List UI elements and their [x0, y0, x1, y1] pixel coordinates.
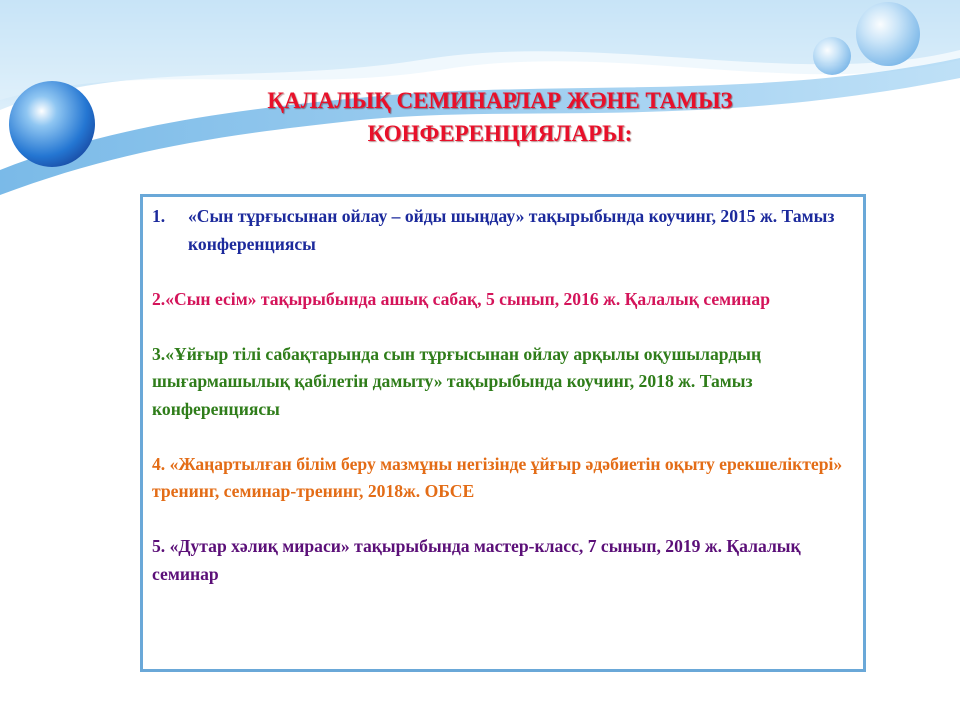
list-item-1-text: «Сын тұрғысынан ойлау – ойды шыңдау» тақырыбында коучинг, 2015 ж. Тамыз конференциясы — [188, 206, 835, 254]
list-item-1-number: 1. — [152, 206, 166, 226]
title-line-2: КОНФЕРЕНЦИЯЛАРЫ: — [367, 121, 633, 146]
slide-title — [160, 84, 840, 150]
list-item-2: 2.«Сын есім» тақырыбында ашық сабақ, 5 сынып, 2016 ж. Қалалық семинар — [152, 288, 770, 309]
list-item-5: 5. «Дутар хәлиқ мираси» тақырыбында мастер-класс, 7 сынып, 2019 ж. Қалалық семинар — [152, 536, 801, 584]
content-box — [140, 194, 866, 672]
list-item-3: 3.«Ұйғыр тілі сабақтарында сын тұрғысынан ойлау арқылы оқушылардың шығармашылық қабілетін дамыту» тақырыбында коучинг, 2018 ж. Тамыз конференциясы — [152, 343, 762, 419]
title-line-1: ҚАЛАЛЫҚ СЕМИНАРЛАР ЖӘНЕ ТАМЫЗ — [267, 88, 733, 113]
list-item-1 — [152, 203, 853, 258]
list-item-4: 4. «Жаңартылған білім беру мазмұны негізінде ұйғыр әдәбиетін оқыту ерекшеліктері» тренинг, семинар-тренинг, 2018ж. ОБСЕ — [152, 453, 843, 501]
